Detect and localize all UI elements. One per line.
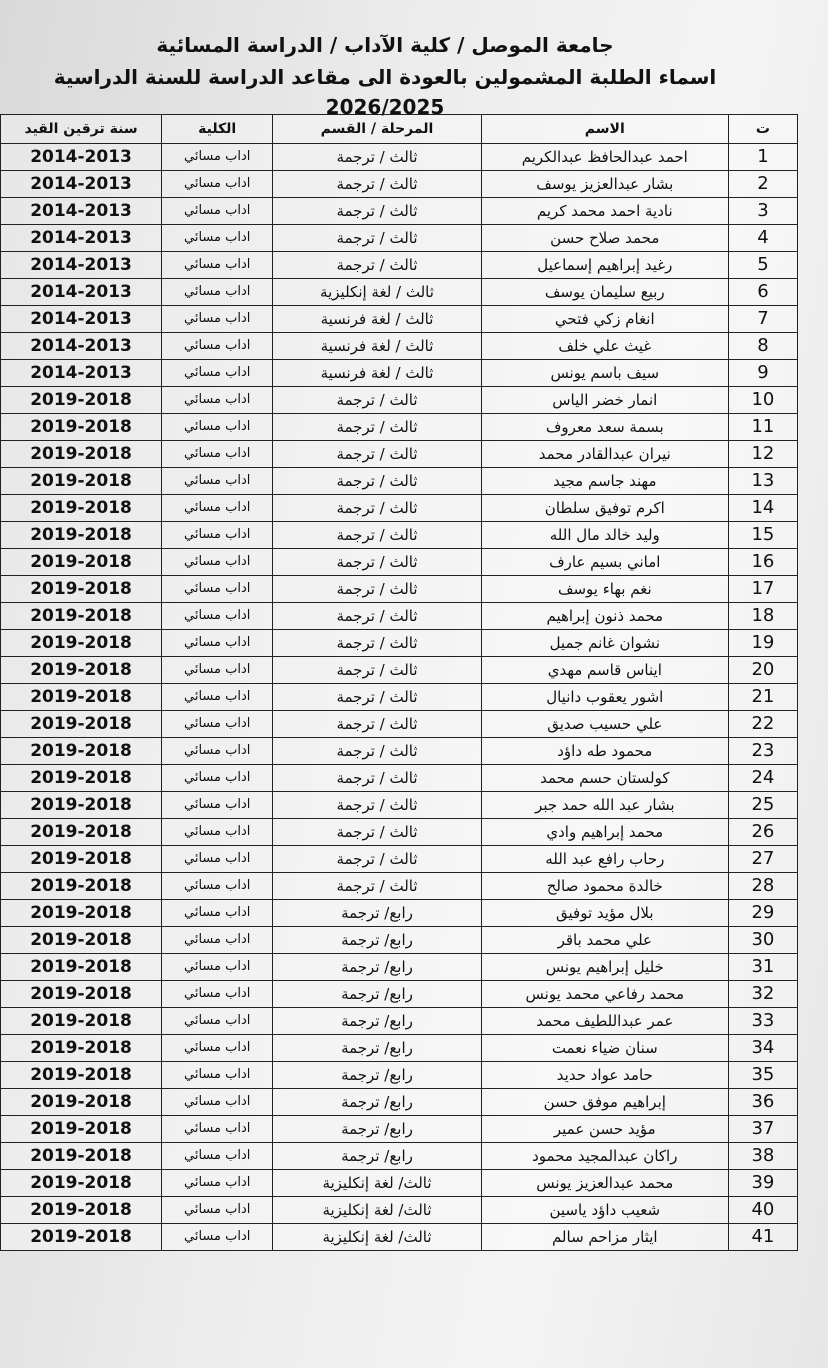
cell-number: 26	[728, 819, 797, 846]
table-row	[1, 495, 798, 522]
cell-college: اداب مسائي	[162, 927, 273, 954]
cell-stage: ثالث / ترجمة	[273, 657, 481, 684]
cell-year: 2019-2018	[1, 927, 162, 954]
cell-number: 3	[728, 198, 797, 225]
cell-number: 8	[728, 333, 797, 360]
table-row	[1, 603, 798, 630]
cell-stage: ثالث / ترجمة	[273, 468, 481, 495]
cell-name: مهند جاسم مجيد	[481, 468, 728, 495]
cell-name: راكان عبدالمجيد محمود	[481, 1143, 728, 1170]
cell-name: احمد عبدالحافظ عبدالكريم	[481, 144, 728, 171]
cell-year: 2019-2018	[1, 684, 162, 711]
cell-stage: رابع/ ترجمة	[273, 1008, 481, 1035]
cell-stage: ثالث/ لغة إنكليزية	[273, 1197, 481, 1224]
cell-stage: ثالث / ترجمة	[273, 765, 481, 792]
table-row	[1, 711, 798, 738]
table-row	[1, 927, 798, 954]
cell-stage: ثالث / لغة فرنسية	[273, 333, 481, 360]
cell-stage: ثالث / لغة إنكليزية	[273, 279, 481, 306]
cell-year: 2019-2018	[1, 414, 162, 441]
cell-year: 2014-2013	[1, 279, 162, 306]
cell-name: اماني بسيم عارف	[481, 549, 728, 576]
cell-name: بشار عبد الله حمد جبر	[481, 792, 728, 819]
table-row	[1, 630, 798, 657]
cell-college: اداب مسائي	[162, 549, 273, 576]
table-row	[1, 387, 798, 414]
cell-college: اداب مسائي	[162, 306, 273, 333]
cell-college: اداب مسائي	[162, 1062, 273, 1089]
cell-name: محمد صلاح حسن	[481, 225, 728, 252]
cell-number: 12	[728, 441, 797, 468]
cell-year: 2019-2018	[1, 1008, 162, 1035]
cell-college: اداب مسائي	[162, 1224, 273, 1251]
cell-college: اداب مسائي	[162, 1143, 273, 1170]
cell-stage: ثالث / ترجمة	[273, 495, 481, 522]
cell-stage: ثالث / ترجمة	[273, 171, 481, 198]
cell-stage: ثالث / لغة فرنسية	[273, 360, 481, 387]
cell-stage: رابع/ ترجمة	[273, 1143, 481, 1170]
cell-name: علي محمد باقر	[481, 927, 728, 954]
cell-stage: رابع/ ترجمة	[273, 981, 481, 1008]
cell-year: 2019-2018	[1, 1197, 162, 1224]
cell-name: انغام زكي فتحي	[481, 306, 728, 333]
header-stage: المرحلة / القسم	[273, 115, 481, 144]
cell-name: نيران عبدالقادر محمد	[481, 441, 728, 468]
cell-number: 21	[728, 684, 797, 711]
cell-year: 2014-2013	[1, 306, 162, 333]
cell-college: اداب مسائي	[162, 1116, 273, 1143]
header-college: الكلية	[162, 115, 273, 144]
cell-name: وليد خالد مال الله	[481, 522, 728, 549]
cell-number: 11	[728, 414, 797, 441]
table-row	[1, 738, 798, 765]
table-row	[1, 1035, 798, 1062]
cell-name: سنان ضياء نعمت	[481, 1035, 728, 1062]
cell-stage: رابع/ ترجمة	[273, 954, 481, 981]
cell-stage: ثالث / ترجمة	[273, 441, 481, 468]
cell-stage: ثالث / ترجمة	[273, 549, 481, 576]
cell-name: نشوان غانم جميل	[481, 630, 728, 657]
cell-number: 20	[728, 657, 797, 684]
cell-stage: رابع/ ترجمة	[273, 1062, 481, 1089]
cell-number: 30	[728, 927, 797, 954]
cell-stage: ثالث / ترجمة	[273, 738, 481, 765]
cell-year: 2019-2018	[1, 549, 162, 576]
cell-year: 2014-2013	[1, 171, 162, 198]
cell-name: خليل إبراهيم يونس	[481, 954, 728, 981]
cell-name: محمد ذنون إبراهيم	[481, 603, 728, 630]
cell-college: اداب مسائي	[162, 441, 273, 468]
cell-college: اداب مسائي	[162, 144, 273, 171]
cell-name: ربيع سليمان يوسف	[481, 279, 728, 306]
cell-number: 6	[728, 279, 797, 306]
cell-name: غيث علي خلف	[481, 333, 728, 360]
cell-stage: ثالث / ترجمة	[273, 603, 481, 630]
cell-college: اداب مسائي	[162, 630, 273, 657]
cell-name: رغيد إبراهيم إسماعيل	[481, 252, 728, 279]
cell-stage: ثالث / ترجمة	[273, 225, 481, 252]
cell-name: انمار خضر الياس	[481, 387, 728, 414]
table-row	[1, 1197, 798, 1224]
cell-college: اداب مسائي	[162, 1089, 273, 1116]
table-header-row	[1, 115, 798, 144]
cell-college: اداب مسائي	[162, 225, 273, 252]
table-row	[1, 468, 798, 495]
cell-name: اشور يعقوب دانيال	[481, 684, 728, 711]
cell-year: 2019-2018	[1, 495, 162, 522]
cell-stage: ثالث / لغة فرنسية	[273, 306, 481, 333]
cell-number: 5	[728, 252, 797, 279]
cell-year: 2019-2018	[1, 954, 162, 981]
cell-college: اداب مسائي	[162, 873, 273, 900]
cell-year: 2014-2013	[1, 360, 162, 387]
table-row	[1, 981, 798, 1008]
cell-college: اداب مسائي	[162, 333, 273, 360]
cell-name: شعيب داؤد ياسين	[481, 1197, 728, 1224]
cell-year: 2019-2018	[1, 846, 162, 873]
cell-year: 2019-2018	[1, 657, 162, 684]
table-row	[1, 252, 798, 279]
cell-year: 2019-2018	[1, 522, 162, 549]
cell-college: اداب مسائي	[162, 1170, 273, 1197]
cell-name: بسمة سعد معروف	[481, 414, 728, 441]
cell-name: محمد إبراهيم وادي	[481, 819, 728, 846]
cell-year: 2019-2018	[1, 792, 162, 819]
cell-name: مؤيد حسن عمير	[481, 1116, 728, 1143]
cell-college: اداب مسائي	[162, 900, 273, 927]
table-row	[1, 549, 798, 576]
cell-name: محمد رفاعي محمد يونس	[481, 981, 728, 1008]
table-row	[1, 1143, 798, 1170]
cell-college: اداب مسائي	[162, 1008, 273, 1035]
university-title: جامعة الموصل / كلية الآداب / الدراسة المسائية	[156, 33, 614, 57]
cell-number: 34	[728, 1035, 797, 1062]
table-row	[1, 846, 798, 873]
cell-number: 22	[728, 711, 797, 738]
table-row	[1, 333, 798, 360]
cell-name: سيف باسم يونس	[481, 360, 728, 387]
table-row	[1, 1170, 798, 1197]
cell-name: محمود طه داؤد	[481, 738, 728, 765]
cell-college: اداب مسائي	[162, 171, 273, 198]
cell-name: نغم بهاء يوسف	[481, 576, 728, 603]
table-row	[1, 954, 798, 981]
cell-college: اداب مسائي	[162, 738, 273, 765]
cell-year: 2019-2018	[1, 1224, 162, 1251]
cell-stage: رابع/ ترجمة	[273, 927, 481, 954]
cell-college: اداب مسائي	[162, 846, 273, 873]
cell-college: اداب مسائي	[162, 387, 273, 414]
cell-number: 1	[728, 144, 797, 171]
cell-name: نادية احمد محمد كريم	[481, 198, 728, 225]
table-row	[1, 171, 798, 198]
list-title: اسماء الطلبة المشمولين بالعودة الى مقاعد الدراسة للسنة الدراسية 2026/2025	[53, 65, 717, 119]
cell-college: اداب مسائي	[162, 495, 273, 522]
table-row	[1, 1008, 798, 1035]
table-row	[1, 1116, 798, 1143]
table-row	[1, 765, 798, 792]
cell-number: 19	[728, 630, 797, 657]
cell-year: 2019-2018	[1, 900, 162, 927]
cell-number: 33	[728, 1008, 797, 1035]
cell-number: 25	[728, 792, 797, 819]
cell-number: 39	[728, 1170, 797, 1197]
cell-number: 10	[728, 387, 797, 414]
table-row	[1, 819, 798, 846]
cell-year: 2019-2018	[1, 765, 162, 792]
cell-college: اداب مسائي	[162, 522, 273, 549]
cell-college: اداب مسائي	[162, 252, 273, 279]
cell-college: اداب مسائي	[162, 792, 273, 819]
cell-number: 35	[728, 1062, 797, 1089]
table-row	[1, 1224, 798, 1251]
table-row	[1, 684, 798, 711]
cell-year: 2014-2013	[1, 252, 162, 279]
table-row	[1, 873, 798, 900]
cell-stage: ثالث/ لغة إنكليزية	[273, 1170, 481, 1197]
cell-stage: ثالث / ترجمة	[273, 819, 481, 846]
cell-number: 13	[728, 468, 797, 495]
cell-number: 29	[728, 900, 797, 927]
cell-number: 27	[728, 846, 797, 873]
cell-year: 2019-2018	[1, 1062, 162, 1089]
cell-college: اداب مسائي	[162, 981, 273, 1008]
cell-year: 2019-2018	[1, 576, 162, 603]
cell-stage: ثالث / ترجمة	[273, 846, 481, 873]
cell-number: 37	[728, 1116, 797, 1143]
cell-stage: ثالث / ترجمة	[273, 144, 481, 171]
cell-number: 38	[728, 1143, 797, 1170]
cell-year: 2019-2018	[1, 1170, 162, 1197]
cell-stage: ثالث / ترجمة	[273, 684, 481, 711]
cell-stage: ثالث/ لغة إنكليزية	[273, 1224, 481, 1251]
cell-number: 24	[728, 765, 797, 792]
cell-number: 18	[728, 603, 797, 630]
table-row	[1, 1062, 798, 1089]
cell-name: محمد عبدالعزيز يونس	[481, 1170, 728, 1197]
table-row	[1, 144, 798, 171]
cell-number: 14	[728, 495, 797, 522]
cell-year: 2019-2018	[1, 819, 162, 846]
table-row	[1, 225, 798, 252]
header-year: سنة ترقين القيد	[1, 115, 162, 144]
cell-number: 41	[728, 1224, 797, 1251]
cell-college: اداب مسائي	[162, 1197, 273, 1224]
cell-stage: رابع/ ترجمة	[273, 1035, 481, 1062]
cell-number: 4	[728, 225, 797, 252]
cell-college: اداب مسائي	[162, 684, 273, 711]
cell-college: اداب مسائي	[162, 576, 273, 603]
cell-year: 2019-2018	[1, 873, 162, 900]
cell-stage: ثالث / ترجمة	[273, 630, 481, 657]
cell-stage: ثالث / ترجمة	[273, 873, 481, 900]
cell-year: 2019-2018	[1, 738, 162, 765]
cell-college: اداب مسائي	[162, 819, 273, 846]
cell-name: اكرم توفيق سلطان	[481, 495, 728, 522]
cell-number: 40	[728, 1197, 797, 1224]
cell-stage: ثالث / ترجمة	[273, 414, 481, 441]
cell-stage: ثالث / ترجمة	[273, 711, 481, 738]
table-row	[1, 657, 798, 684]
cell-year: 2019-2018	[1, 1035, 162, 1062]
cell-stage: ثالث / ترجمة	[273, 792, 481, 819]
cell-year: 2019-2018	[1, 630, 162, 657]
cell-stage: رابع/ ترجمة	[273, 1089, 481, 1116]
cell-number: 16	[728, 549, 797, 576]
cell-year: 2019-2018	[1, 1143, 162, 1170]
cell-year: 2019-2018	[1, 1089, 162, 1116]
cell-number: 17	[728, 576, 797, 603]
cell-college: اداب مسائي	[162, 765, 273, 792]
cell-name: ايناس قاسم مهدي	[481, 657, 728, 684]
cell-number: 31	[728, 954, 797, 981]
cell-college: اداب مسائي	[162, 414, 273, 441]
cell-number: 9	[728, 360, 797, 387]
header-name: الاسم	[481, 115, 728, 144]
cell-year: 2019-2018	[1, 468, 162, 495]
cell-year: 2014-2013	[1, 225, 162, 252]
cell-number: 36	[728, 1089, 797, 1116]
header-number: ت	[728, 115, 797, 144]
cell-year: 2014-2013	[1, 198, 162, 225]
cell-college: اداب مسائي	[162, 360, 273, 387]
cell-stage: رابع/ ترجمة	[273, 1116, 481, 1143]
table-row	[1, 414, 798, 441]
cell-number: 7	[728, 306, 797, 333]
cell-college: اداب مسائي	[162, 657, 273, 684]
cell-number: 32	[728, 981, 797, 1008]
cell-number: 28	[728, 873, 797, 900]
cell-year: 2014-2013	[1, 144, 162, 171]
cell-college: اداب مسائي	[162, 1035, 273, 1062]
cell-stage: رابع/ ترجمة	[273, 900, 481, 927]
table-row	[1, 792, 798, 819]
cell-name: علي حسيب صديق	[481, 711, 728, 738]
cell-year: 2014-2013	[1, 333, 162, 360]
cell-year: 2019-2018	[1, 1116, 162, 1143]
cell-name: بشار عبدالعزيز يوسف	[481, 171, 728, 198]
cell-number: 2	[728, 171, 797, 198]
table-row	[1, 306, 798, 333]
students-table	[0, 114, 798, 1251]
cell-college: اداب مسائي	[162, 603, 273, 630]
table-row	[1, 900, 798, 927]
table-row	[1, 360, 798, 387]
table-row	[1, 1089, 798, 1116]
cell-college: اداب مسائي	[162, 198, 273, 225]
table-row	[1, 522, 798, 549]
cell-name: إبراهيم موفق حسن	[481, 1089, 728, 1116]
cell-college: اداب مسائي	[162, 711, 273, 738]
cell-year: 2019-2018	[1, 981, 162, 1008]
cell-college: اداب مسائي	[162, 954, 273, 981]
table-row	[1, 279, 798, 306]
cell-number: 23	[728, 738, 797, 765]
cell-name: حامد عواد حديد	[481, 1062, 728, 1089]
cell-stage: ثالث / ترجمة	[273, 387, 481, 414]
cell-year: 2019-2018	[1, 711, 162, 738]
cell-year: 2019-2018	[1, 441, 162, 468]
cell-year: 2019-2018	[1, 603, 162, 630]
cell-stage: ثالث / ترجمة	[273, 576, 481, 603]
document-header	[20, 28, 750, 122]
cell-name: عمر عبداللطيف محمد	[481, 1008, 728, 1035]
cell-name: ايثار مزاحم سالم	[481, 1224, 728, 1251]
table-row	[1, 198, 798, 225]
cell-stage: ثالث / ترجمة	[273, 198, 481, 225]
cell-name: رحاب رافع عبد الله	[481, 846, 728, 873]
cell-stage: ثالث / ترجمة	[273, 522, 481, 549]
cell-name: بلال مؤيد توفيق	[481, 900, 728, 927]
cell-name: خالدة محمود صالح	[481, 873, 728, 900]
cell-stage: ثالث / ترجمة	[273, 252, 481, 279]
cell-number: 15	[728, 522, 797, 549]
table-row	[1, 441, 798, 468]
table-row	[1, 576, 798, 603]
cell-college: اداب مسائي	[162, 279, 273, 306]
cell-year: 2019-2018	[1, 387, 162, 414]
cell-college: اداب مسائي	[162, 468, 273, 495]
table-body	[1, 144, 798, 1251]
cell-name: كولستان حسم محمد	[481, 765, 728, 792]
